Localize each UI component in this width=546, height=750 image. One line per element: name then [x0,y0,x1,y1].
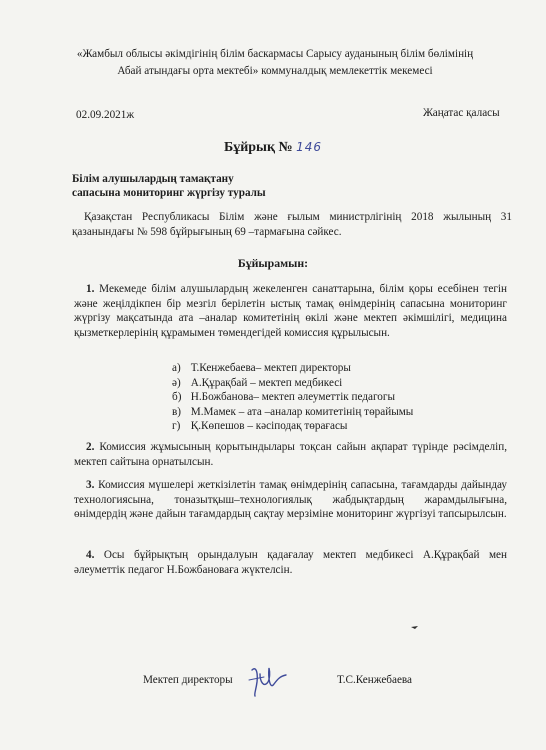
member-letter: г) [172,420,181,432]
member-text: Т.Кенжебаева– мектеп директоры [190,362,351,374]
subject-line-1: Білім алушылардың тамақтану [72,173,234,185]
commission-member [172,390,413,405]
paragraph-3-number: 3. [86,479,95,491]
paragraph-2-text: Комиссия жұмысының қорытындылары тоқсан сайын ақпарат түрінде рәсімделіп, мектеп сайтына орнатылсын. [74,441,508,468]
member-letter: б) [172,391,182,403]
member-letter: ә) [172,376,181,389]
decree-heading: Бұйырамын: [237,256,309,270]
paragraph-2 [74,440,507,469]
commission-members [172,361,413,434]
order-subject [72,172,266,200]
paragraph-4 [74,548,507,577]
paragraph-2-number: 2. [86,441,95,453]
institution-header [40,46,510,80]
legal-basis: Қазақстан Республикасы Білім және ғылым министрлігінің 2018 жылының 31 қазанындағы № 598 бұйрығының 69 –тармағына сәйкес. [72,211,512,238]
ink-mark-icon [410,624,420,634]
subject-line-2: сапасына мониторинг жүргізу туралы [72,187,266,199]
order-city: Жаңатас қаласы [423,107,500,119]
paragraph-3-text: Комиссия мүшелері жеткізілетін тамақ өнімдерінің сапасына, тағамдарды дайындау технологиясына, тоназытқыш–технологиялық жабдықтардың жарамдылығына, өнімдердің және дайын тағамдардың сақтау мерзіміне мониторинг жүргізуі тапсырылсын. [74,479,507,520]
header-line-1: «Жамбыл облысы әкімдігінің білім баскармасы Сарысу ауданының білім бөлімінің [76,48,474,60]
paragraph-4-text: Осы бұйрықтың орындалуын қадағалау мектеп медбикесі А.Құрақбай мен әлеуметтік педагог Н.Божбановаға жүктелсін. [74,549,508,576]
handwritten-signature-icon [246,660,292,700]
header-line-2: Абай атындағы орта мектебі» коммуналдық мемлекеттік мекемесі [117,65,433,77]
commission-member [172,405,413,420]
order-label: Бұйрық № [223,140,293,155]
order-date: 02.09.2021ж [76,109,135,121]
commission-member [172,419,413,434]
signatory-name: Т.С.Кенжебаева [337,674,413,686]
paragraph-1-number: 1. [86,283,95,295]
order-number-handwritten: 146 [296,140,323,154]
member-letter: а) [172,362,181,374]
signature-label: Мектеп директоры [143,674,233,686]
member-text: Н.Божбанова– мектеп әлеуметтік педагогы [190,391,396,403]
member-text: М.Мамек – ата –аналар комитетінің төрайымы [190,405,414,418]
commission-member [172,376,413,391]
paragraph-1-text: Мекемеде білім алушылардың жекеленген санаттарына, білім қоры есебінен тегін және жеңілдікпен бір мезгіл берілетін ыстық тамақ өнімдерінің сапасына мониторинг жүргізу мақсатында ата –аналар комитетінің өкілі және мектеп әкімшілігі, медицина қызметкерлерінің құрамымен төмендегідей комиссия құрылысын. [74,283,508,339]
commission-member [172,361,413,376]
paragraph-1 [74,282,507,340]
member-letter: в) [172,405,182,418]
order-title [0,140,546,156]
paragraph-4-number: 4. [86,549,95,561]
paragraph-3 [74,478,507,522]
member-text: А.Құрақбай – мектеп медбикесі [190,376,343,389]
member-text: Қ.Көпешов – кәсіподақ төрағасы [190,420,348,432]
